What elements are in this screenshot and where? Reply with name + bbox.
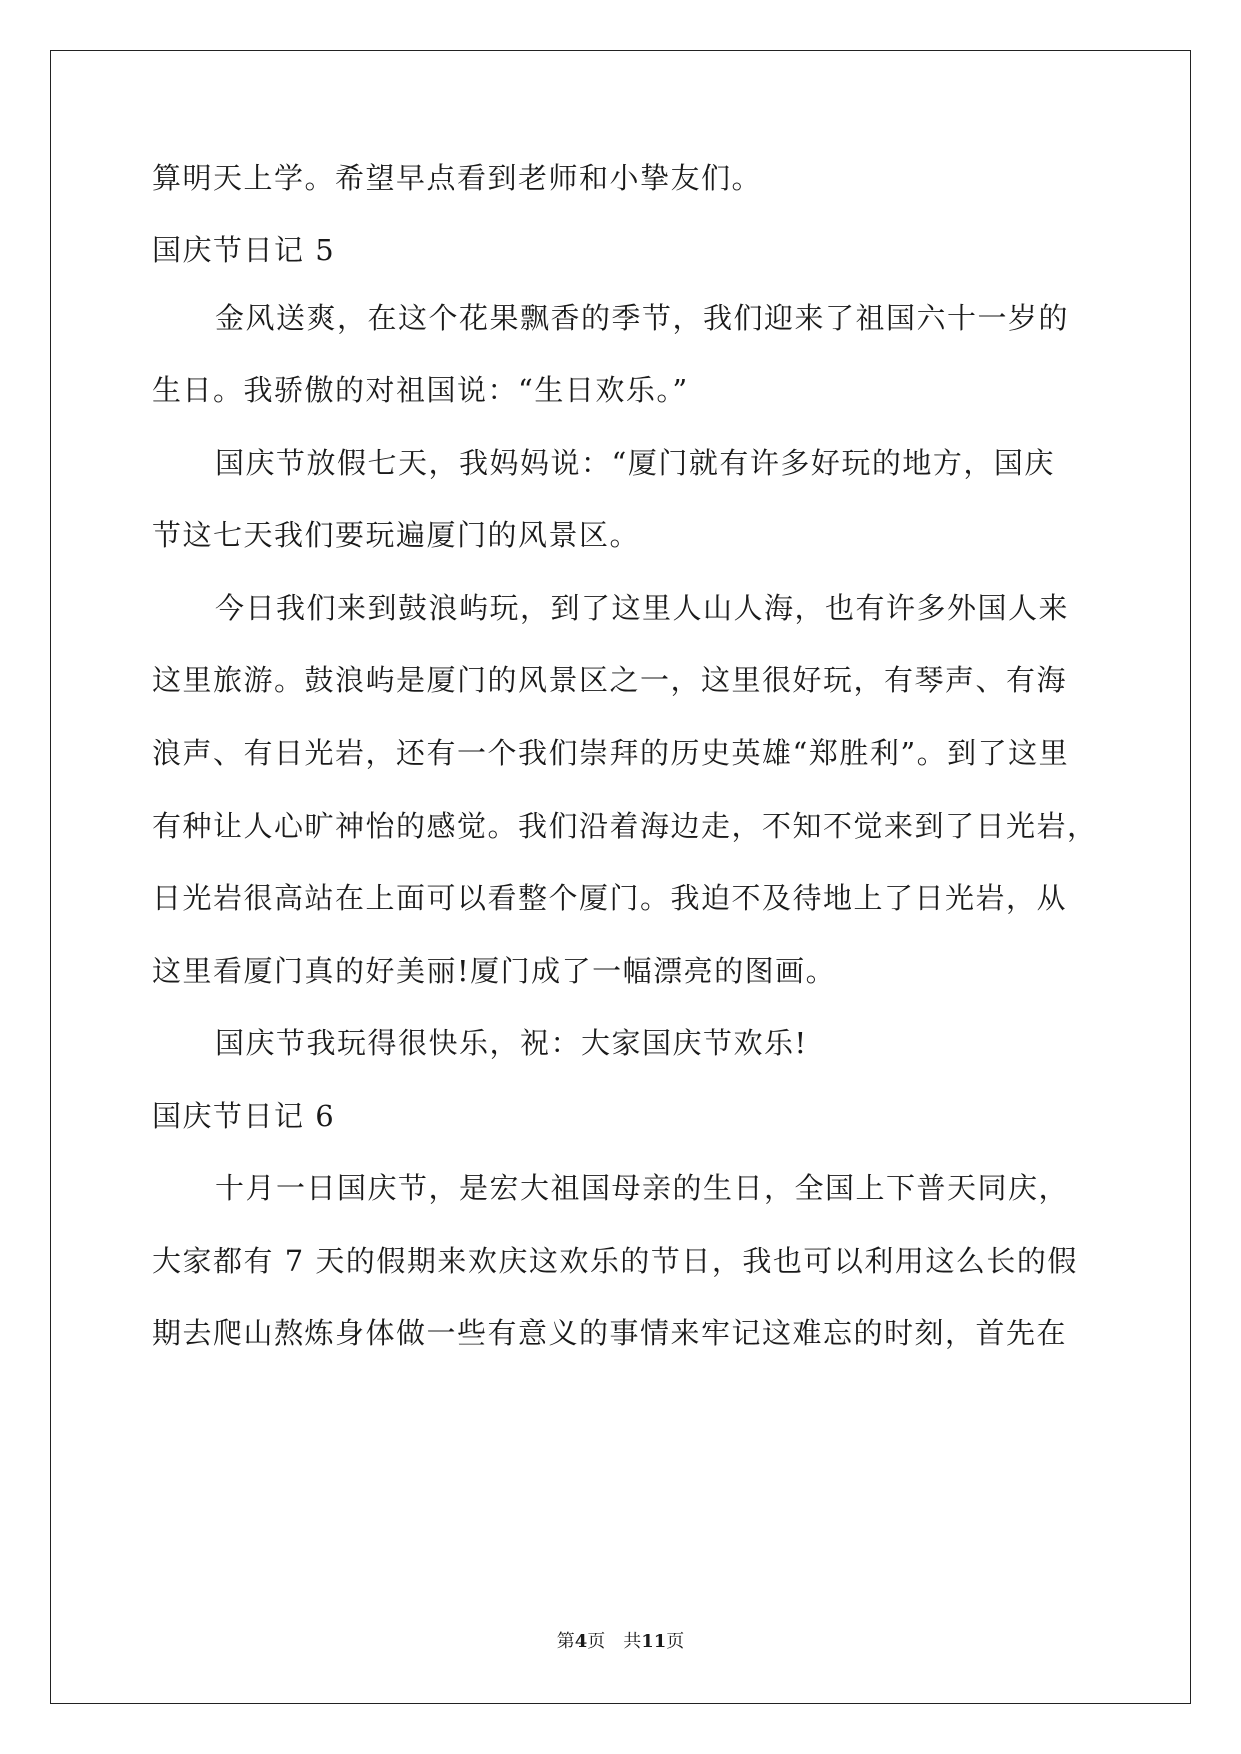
paragraph-first-line: 今日我们来到鼓浪屿玩，到了这里人山人海，也有许多外国人来 <box>215 591 1070 625</box>
body-line: 节这七天我们要玩遍厦门的风景区。 <box>152 518 641 552</box>
paragraph-first-line: 金风送爽，在这个花果飘香的季节，我们迎来了祖国六十一岁的 <box>215 301 1070 335</box>
body-line: 这里看厦门真的好美丽!厦门成了一幅漂亮的图画。 <box>152 954 837 988</box>
paragraph-first-line: 国庆节我玩得很快乐，祝：大家国庆节欢乐! <box>215 1026 808 1060</box>
page-current: 4 <box>574 1631 588 1652</box>
paragraph-first-line: 国庆节放假七天，我妈妈说：“厦门就有许多好玩的地方，国庆 <box>215 446 1055 480</box>
body-line: 生日。我骄傲的对祖国说：“生日欢乐。” <box>152 373 689 407</box>
body-line: 大家都有 7 天的假期来欢庆这欢乐的节日，我也可以利用这么长的假 <box>152 1244 1078 1278</box>
total-suffix: 页 <box>666 1631 685 1652</box>
page-total: 11 <box>641 1631 667 1652</box>
body-line: 期去爬山熬炼身体做一些有意义的事情来牢记这难忘的时刻，首先在 <box>152 1316 1068 1350</box>
page-suffix: 页 <box>587 1631 606 1652</box>
section-heading: 国庆节日记 6 <box>152 1099 336 1133</box>
section-heading: 国庆节日记 5 <box>152 233 336 267</box>
body-line: 算明天上学。希望早点看到老师和小挚友们。 <box>152 161 763 195</box>
page-prefix: 第 <box>556 1631 575 1652</box>
body-line: 有种让人心旷神怡的感觉。我们沿着海边走，不知不觉来到了日光岩， <box>152 809 1098 843</box>
total-prefix: 共 <box>623 1631 642 1652</box>
paragraph-first-line: 十月一日国庆节，是宏大祖国母亲的生日，全国上下普天同庆， <box>215 1171 1070 1205</box>
page-footer <box>0 1630 1241 1654</box>
body-line: 这里旅游。鼓浪屿是厦门的风景区之一，这里很好玩，有琴声、有海 <box>152 663 1068 697</box>
body-line: 浪声、有日光岩，还有一个我们崇拜的历史英雄“郑胜利”。到了这里 <box>152 736 1070 770</box>
body-line: 日光岩很高站在上面可以看整个厦门。我迫不及待地上了日光岩，从 <box>152 881 1068 915</box>
